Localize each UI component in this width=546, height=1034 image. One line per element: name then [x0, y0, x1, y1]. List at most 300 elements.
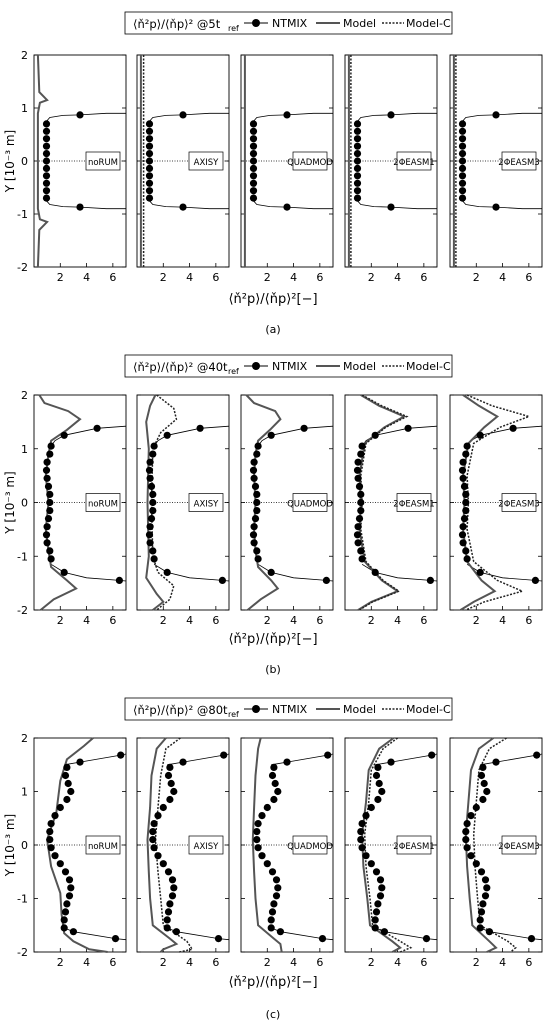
panel-label: 2ΦEASM1 [393, 499, 435, 510]
ntmix-point [357, 836, 364, 843]
ntmix-point [76, 204, 83, 211]
ntmix-point [112, 935, 119, 942]
panel-4 [345, 55, 437, 284]
ntmix-point [43, 157, 50, 164]
legend-3 [125, 698, 452, 720]
ntmix-point [372, 569, 379, 576]
ntmix-point [146, 135, 153, 142]
ntmix-point [48, 820, 55, 827]
y-tick-label: 2 [21, 49, 28, 62]
ntmix-point [464, 555, 471, 562]
ntmix-point [273, 892, 280, 899]
ntmix-point [258, 812, 265, 819]
ntmix-point [483, 884, 490, 891]
y-tick-label: 0 [21, 496, 28, 510]
ntmix-point [374, 900, 381, 907]
ntmix-point [44, 539, 51, 546]
ntmix-point [43, 467, 50, 474]
ntmix-point [146, 172, 153, 179]
ntmix-point [272, 780, 279, 787]
y-axis-label: Y [10⁻³ m] [3, 813, 17, 877]
x-tick-label: 6 [420, 956, 428, 969]
ntmix-point [354, 120, 361, 127]
ntmix-point [269, 908, 276, 915]
ntmix-point [67, 788, 74, 795]
ntmix-point [283, 111, 290, 118]
x-tick-label: 2 [263, 956, 271, 969]
x-tick-label: 2 [159, 614, 167, 627]
ntmix-point [269, 868, 276, 875]
ntmix-point [250, 135, 257, 142]
ntmix-point [164, 569, 171, 576]
ntmix-point [173, 928, 180, 935]
x-tick-label: 6 [109, 271, 117, 284]
y-tick-label: 1 [21, 102, 28, 115]
x-tick-label: 2 [472, 956, 480, 969]
panel-label: AXISY [193, 842, 219, 852]
ntmix-point [146, 150, 153, 157]
ntmix-point [373, 908, 380, 915]
legend-2 [125, 355, 452, 377]
chart-1 [3, 12, 542, 336]
ntmix-point [46, 836, 53, 843]
ntmix-point [478, 868, 485, 875]
ntmix-point [467, 852, 474, 859]
ntmix-point [324, 752, 331, 759]
ntmix-point [149, 451, 156, 458]
x-tick-label: 2 [56, 956, 64, 969]
ntmix-point [48, 555, 55, 562]
ntmix-point [147, 539, 154, 546]
ntmix-point [378, 788, 385, 795]
ntmix-point [268, 916, 275, 923]
ntmix-point [170, 884, 177, 891]
ntmix-point [61, 924, 68, 931]
panel-label: QUADMOD [287, 158, 333, 168]
ntmix-point [197, 425, 204, 432]
x-tick-label: 2 [367, 614, 375, 627]
ntmix-point [387, 759, 394, 766]
x-tick-label: 2 [367, 956, 375, 969]
ntmix-point [45, 515, 52, 522]
x-tick-label: 4 [186, 614, 194, 627]
ntmix-point [459, 180, 466, 187]
ntmix-point [46, 499, 53, 506]
ntmix-point [274, 788, 281, 795]
ntmix-point [323, 577, 330, 584]
ntmix-point [149, 499, 156, 506]
ntmix-point [477, 569, 484, 576]
ntmix-point [459, 467, 466, 474]
ntmix-point [387, 111, 394, 118]
panel-label: AXISY [193, 158, 219, 168]
ntmix-point [147, 523, 154, 530]
ntmix-point [147, 475, 154, 482]
legend-ntmix-label: NTMIX [272, 360, 308, 373]
ntmix-point [357, 547, 364, 554]
y-tick-label: 1 [21, 785, 28, 799]
ntmix-point [459, 128, 466, 135]
ntmix-point [460, 475, 467, 482]
panel-2 [137, 395, 229, 627]
x-tick-label: 2 [56, 614, 64, 627]
ntmix-point [486, 928, 493, 935]
ntmix-point [160, 860, 167, 867]
ntmix-point [460, 539, 467, 546]
ntmix-point [255, 820, 262, 827]
x-tick-label: 6 [525, 271, 533, 284]
panel-label: QUADMOD [287, 499, 333, 510]
ntmix-point [250, 195, 257, 202]
x-tick-label: 2 [367, 271, 375, 284]
ntmix-point [373, 772, 380, 779]
panel-2 [137, 738, 229, 969]
ntmix-point [43, 187, 50, 194]
ntmix-point [250, 172, 257, 179]
ntmix-point [151, 555, 158, 562]
ntmix-point [146, 187, 153, 194]
ntmix-point [255, 844, 262, 851]
legend-ntmix-marker [252, 19, 260, 27]
ntmix-point [61, 569, 68, 576]
legend-1 [125, 12, 452, 34]
ntmix-point [283, 759, 290, 766]
ntmix-point [354, 165, 361, 172]
ntmix-point [146, 195, 153, 202]
ntmix-point [319, 935, 326, 942]
ntmix-point [250, 531, 257, 538]
panel-5 [450, 395, 542, 627]
x-tick-label: 4 [83, 614, 91, 627]
ntmix-point [148, 483, 155, 490]
ntmix-point [149, 507, 156, 514]
ntmix-point [483, 788, 490, 795]
x-tick-label: 4 [83, 271, 91, 284]
ntmix-point [65, 780, 72, 787]
x-tick-label: 4 [186, 271, 194, 284]
ntmix-point [357, 507, 364, 514]
ntmix-point [372, 924, 379, 931]
x-tick-label: 4 [290, 956, 298, 969]
x-tick-label: 6 [316, 271, 324, 284]
ntmix-point [255, 443, 262, 450]
ntmix-point [66, 876, 73, 883]
ntmix-point [357, 451, 364, 458]
legend-model-label: Model [343, 360, 377, 373]
panel-3 [241, 395, 333, 627]
ntmix-point [283, 204, 290, 211]
ntmix-point [477, 432, 484, 439]
panel-1 [34, 55, 126, 284]
ntmix-point [354, 195, 361, 202]
legend-title: ⟨ň²p⟩/⟨ňp⟩² @40t [133, 360, 228, 374]
ntmix-point [459, 195, 466, 202]
x-axis-label: ⟨ň²p⟩/⟨ňp⟩²[−] [228, 292, 318, 307]
ntmix-point [164, 432, 171, 439]
ntmix-point [48, 844, 55, 851]
ntmix-point [459, 172, 466, 179]
ntmix-point [250, 180, 257, 187]
ntmix-point [67, 884, 74, 891]
ntmix-point [460, 459, 467, 466]
panel-label: noRUM [87, 499, 119, 510]
ntmix-point [43, 180, 50, 187]
ntmix-point [354, 187, 361, 194]
ntmix-point [76, 111, 83, 118]
ntmix-point [269, 772, 276, 779]
ntmix-point [355, 475, 362, 482]
ntmix-point [270, 764, 277, 771]
x-tick-label: 2 [159, 956, 167, 969]
ntmix-point [148, 515, 155, 522]
panel-label: 2ΦEASM3 [498, 158, 540, 168]
ntmix-point [355, 459, 362, 466]
ntmix-point [273, 876, 280, 883]
ntmix-point [477, 924, 484, 931]
ntmix-point [63, 764, 70, 771]
legend-title-sub: ref [228, 367, 239, 376]
ntmix-point [169, 892, 176, 899]
ntmix-point [43, 143, 50, 150]
ntmix-point [169, 876, 176, 883]
ntmix-point [179, 111, 186, 118]
ntmix-point [459, 143, 466, 150]
x-axis-label: ⟨ň²p⟩/⟨ňp⟩²[−] [228, 975, 318, 990]
ntmix-point [250, 150, 257, 157]
y-tick-label: -1 [17, 550, 28, 564]
ntmix-point [462, 507, 469, 514]
ntmix-point [250, 128, 257, 135]
legend-title-sub: ref [228, 24, 239, 33]
ntmix-point [478, 772, 485, 779]
y-tick-label: 0 [21, 155, 28, 168]
legend-title: ⟨ň²p⟩/⟨ňp⟩² @5t [133, 17, 221, 31]
ntmix-point [377, 876, 384, 883]
ntmix-point [63, 900, 70, 907]
y-tick-label: -2 [17, 261, 28, 274]
ntmix-point [354, 143, 361, 150]
ntmix-point [253, 451, 260, 458]
ntmix-point [253, 491, 260, 498]
figure-caption: (a) [265, 323, 281, 336]
ntmix-point [219, 577, 226, 584]
y-tick-label: -1 [17, 208, 28, 221]
ntmix-point [387, 204, 394, 211]
ntmix-point [459, 165, 466, 172]
ntmix-point [44, 459, 51, 466]
ntmix-point [43, 531, 50, 538]
panel-label: 2ΦEASM3 [498, 842, 540, 852]
ntmix-point [264, 804, 271, 811]
ntmix-point [46, 547, 53, 554]
ntmix-point [462, 451, 469, 458]
ntmix-point [149, 836, 156, 843]
ntmix-point [250, 120, 257, 127]
ntmix-point [147, 459, 154, 466]
ntmix-point [354, 180, 361, 187]
ntmix-point [43, 195, 50, 202]
ntmix-point [252, 515, 259, 522]
y-tick-label: 2 [21, 389, 28, 402]
ntmix-point [460, 523, 467, 530]
ntmix-point [359, 443, 366, 450]
ntmix-point [146, 165, 153, 172]
ntmix-point [70, 928, 77, 935]
ntmix-point [146, 143, 153, 150]
ntmix-point [166, 796, 173, 803]
x-tick-label: 2 [159, 271, 167, 284]
ntmix-point [459, 187, 466, 194]
ntmix-point [301, 425, 308, 432]
x-axis-label: ⟨ň²p⟩/⟨ňp⟩²[−] [228, 632, 318, 647]
ntmix-point [362, 852, 369, 859]
ntmix-point [532, 577, 539, 584]
ntmix-point [179, 204, 186, 211]
x-tick-label: 4 [290, 271, 298, 284]
chart-2 [3, 355, 542, 676]
ntmix-point [355, 523, 362, 530]
ntmix-point [165, 772, 172, 779]
x-tick-label: 4 [394, 614, 402, 627]
ntmix-point [464, 844, 471, 851]
x-tick-label: 2 [472, 271, 480, 284]
ntmix-point [43, 135, 50, 142]
ntmix-point [477, 916, 484, 923]
panel-label: 2ΦEASM3 [498, 499, 540, 510]
ntmix-point [270, 796, 277, 803]
ntmix-point [66, 892, 73, 899]
ntmix-point [251, 523, 258, 530]
x-tick-label: 4 [186, 956, 194, 969]
ntmix-point [253, 499, 260, 506]
ntmix-point [154, 812, 161, 819]
panel-3 [241, 55, 333, 284]
panel-1 [34, 738, 126, 969]
panel-label: 2ΦEASM1 [393, 842, 435, 852]
x-tick-label: 4 [499, 614, 507, 627]
ntmix-point [164, 916, 171, 923]
ntmix-point [359, 555, 366, 562]
ntmix-point [250, 187, 257, 194]
ntmix-point [373, 868, 380, 875]
ntmix-point [359, 820, 366, 827]
ntmix-point [462, 836, 469, 843]
ntmix-point [61, 916, 68, 923]
ntmix-point [492, 204, 499, 211]
ntmix-point [146, 157, 153, 164]
ntmix-point [179, 759, 186, 766]
x-tick-label: 6 [109, 956, 117, 969]
ntmix-point [464, 443, 471, 450]
x-tick-label: 6 [420, 614, 428, 627]
panel-label: noRUM [87, 158, 119, 168]
legend-modelc-label: Model-C [406, 17, 451, 30]
ntmix-point [149, 491, 156, 498]
ntmix-point [62, 908, 69, 915]
chart-3 [3, 698, 542, 1021]
ntmix-point [362, 812, 369, 819]
ntmix-point [378, 884, 385, 891]
ntmix-point [255, 555, 262, 562]
ntmix-point [368, 860, 375, 867]
ntmix-point [94, 425, 101, 432]
x-tick-label: 2 [263, 614, 271, 627]
ntmix-point [481, 780, 488, 787]
panel-5 [450, 738, 542, 969]
ntmix-point [151, 820, 158, 827]
panel-4 [345, 738, 437, 969]
legend-model-label: Model [343, 17, 377, 30]
panel-label: QUADMOD [287, 842, 333, 852]
ntmix-point [355, 539, 362, 546]
ntmix-point [151, 443, 158, 450]
ntmix-point [51, 852, 58, 859]
ntmix-point [46, 828, 53, 835]
ntmix-point [149, 828, 156, 835]
ntmix-point [354, 157, 361, 164]
ntmix-point [354, 128, 361, 135]
legend-modelc-label: Model-C [406, 703, 451, 716]
ntmix-point [62, 868, 69, 875]
legend-modelc-label: Model-C [406, 360, 451, 373]
ntmix-point [461, 483, 468, 490]
x-tick-label: 4 [499, 956, 507, 969]
ntmix-point [462, 828, 469, 835]
ntmix-point [43, 128, 50, 135]
x-tick-label: 2 [263, 271, 271, 284]
x-tick-label: 4 [394, 271, 402, 284]
ntmix-point [117, 752, 124, 759]
panel-5 [450, 55, 542, 284]
y-tick-label: 2 [21, 732, 28, 745]
ntmix-point [274, 884, 281, 891]
ntmix-point [251, 539, 258, 546]
ntmix-point [264, 860, 271, 867]
ntmix-point [46, 507, 53, 514]
ntmix-point [459, 150, 466, 157]
y-axis-label: Y [10⁻³ m] [3, 129, 17, 193]
ntmix-point [462, 547, 469, 554]
legend-ntmix-label: NTMIX [272, 703, 308, 716]
ntmix-point [250, 157, 257, 164]
ntmix-point [57, 804, 64, 811]
legend-title: ⟨ň²p⟩/⟨ňp⟩² @80t [133, 703, 228, 717]
ntmix-point [215, 935, 222, 942]
ntmix-point [250, 467, 257, 474]
ntmix-point [252, 483, 259, 490]
ntmix-point [377, 892, 384, 899]
ntmix-point [374, 796, 381, 803]
x-tick-label: 4 [499, 271, 507, 284]
ntmix-point [268, 569, 275, 576]
x-tick-label: 6 [420, 271, 428, 284]
y-tick-label: -2 [17, 946, 28, 959]
ntmix-point [151, 844, 158, 851]
ntmix-point [462, 499, 469, 506]
ntmix-point [478, 908, 485, 915]
ntmix-point [165, 908, 172, 915]
ntmix-point [253, 828, 260, 835]
ntmix-point [44, 475, 51, 482]
x-tick-label: 6 [316, 614, 324, 627]
x-tick-label: 6 [212, 614, 220, 627]
ntmix-point [356, 515, 363, 522]
ntmix-point [354, 172, 361, 179]
ntmix-point [372, 432, 379, 439]
ntmix-point [146, 531, 153, 538]
ntmix-point [250, 165, 257, 172]
x-tick-label: 2 [56, 271, 64, 284]
